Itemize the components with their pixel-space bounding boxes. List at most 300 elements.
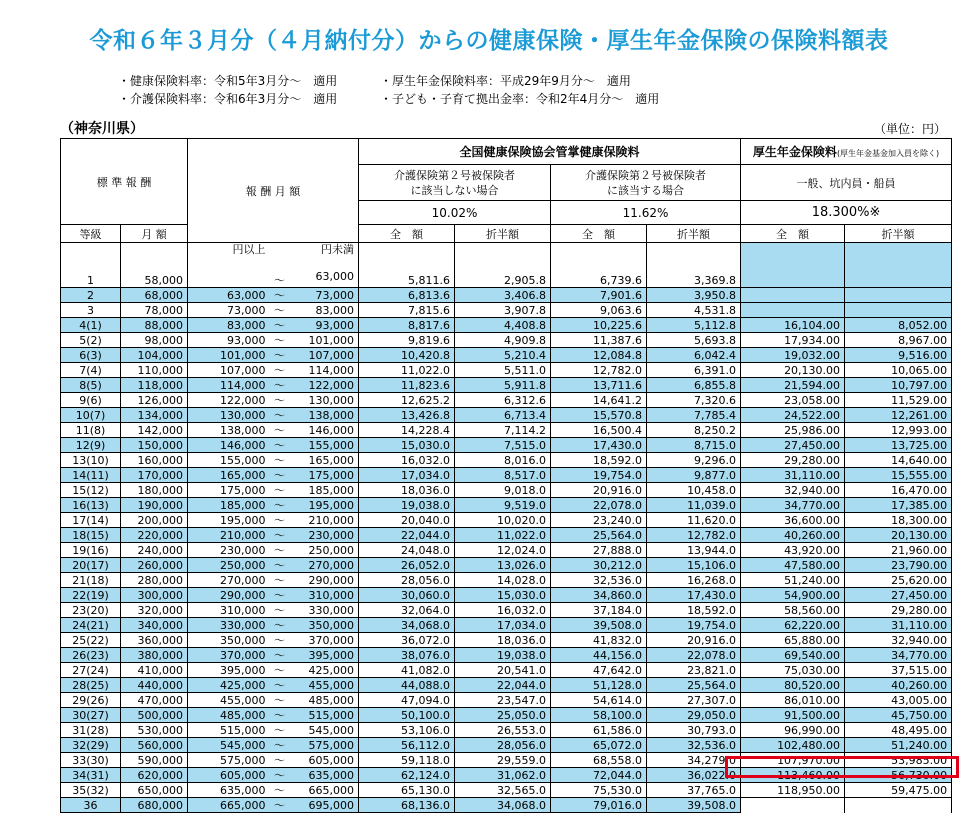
cell-range-tilde: ～ bbox=[270, 738, 290, 753]
cell-full-care: 12,084.8 bbox=[551, 348, 647, 363]
cell-range-tilde: ～ bbox=[270, 633, 290, 648]
cell-half-no-care: 4,909.8 bbox=[455, 333, 551, 348]
cell-half-care: 6,391.0 bbox=[647, 363, 741, 378]
cell-full-care: 11,387.6 bbox=[551, 333, 647, 348]
cell-half-pension: 13,725.00 bbox=[845, 438, 952, 453]
cell-half-pension: 10,065.00 bbox=[845, 363, 952, 378]
cell-range-tilde: ～ bbox=[270, 798, 290, 813]
cell-half-care: 8,250.2 bbox=[647, 423, 741, 438]
cell-grade: 33(30) bbox=[61, 753, 121, 768]
cell-half-no-care: 16,032.0 bbox=[455, 603, 551, 618]
cell-full-care: 34,860.0 bbox=[551, 588, 647, 603]
cell-range-high-value: 63,000 bbox=[315, 270, 355, 283]
cell-half-pension: 27,450.00 bbox=[845, 588, 952, 603]
cell-monthly: 110,000 bbox=[121, 363, 188, 378]
cell-half-care: 32,536.0 bbox=[647, 738, 741, 753]
table-row bbox=[61, 618, 952, 633]
cell-range-high: 545,000 bbox=[290, 723, 359, 738]
table-row bbox=[61, 513, 952, 528]
cell-full-care: 65,072.0 bbox=[551, 738, 647, 753]
cell-full-care: 22,078.0 bbox=[551, 498, 647, 513]
cell-monthly: 260,000 bbox=[121, 558, 188, 573]
cell-full-care: 6,739.6 bbox=[551, 243, 647, 288]
table-row bbox=[61, 453, 952, 468]
cell-half-no-care: 28,056.0 bbox=[455, 738, 551, 753]
premium-table-wrapper bbox=[60, 138, 951, 813]
cell-range-tilde: ～ bbox=[270, 603, 290, 618]
cell-range-tilde: ～ bbox=[270, 408, 290, 423]
cell-grade: 31(28) bbox=[61, 723, 121, 738]
cell-half-no-care: 9,519.0 bbox=[455, 498, 551, 513]
note-child-rate: ・子ども・子育て拠出金率：令和2年4月分～ 適用 bbox=[380, 92, 660, 106]
cell-half-pension: 48,495.00 bbox=[845, 723, 952, 738]
cell-full-pension: 21,594.00 bbox=[741, 378, 845, 393]
cell-half-care: 12,782.0 bbox=[647, 528, 741, 543]
cell-full-pension: 58,560.00 bbox=[741, 603, 845, 618]
cell-full-care: 25,564.0 bbox=[551, 528, 647, 543]
header-pension-title: 厚生年金保険料 bbox=[752, 145, 837, 159]
cell-range-high: 155,000 bbox=[290, 438, 359, 453]
cell-full-pension: 54,900.00 bbox=[741, 588, 845, 603]
note-care-rate: ・介護保険料率：令和6年3月分～ 適用 bbox=[118, 92, 338, 106]
cell-half-no-care: 18,036.0 bbox=[455, 633, 551, 648]
cell-half-care: 11,620.0 bbox=[647, 513, 741, 528]
cell-range-high: 485,000 bbox=[290, 693, 359, 708]
cell-range-tilde: ～ bbox=[270, 393, 290, 408]
cell-full-no-care: 30,060.0 bbox=[359, 588, 455, 603]
cell-grade: 12(9) bbox=[61, 438, 121, 453]
cell-grade: 18(15) bbox=[61, 528, 121, 543]
cell-range-high: 455,000 bbox=[290, 678, 359, 693]
cell-half-pension bbox=[845, 243, 952, 288]
cell-full-no-care: 22,044.0 bbox=[359, 528, 455, 543]
cell-half-care: 9,296.0 bbox=[647, 453, 741, 468]
cell-grade: 10(7) bbox=[61, 408, 121, 423]
header-full-pension: 全 額 bbox=[741, 225, 845, 243]
cell-full-no-care: 41,082.0 bbox=[359, 663, 455, 678]
table-row bbox=[61, 483, 952, 498]
cell-range-high: 138,000 bbox=[290, 408, 359, 423]
unit-label: （単位：円） bbox=[873, 122, 946, 136]
header-full-no-care: 全 額 bbox=[359, 225, 455, 243]
cell-range-low: 114,000 bbox=[188, 378, 270, 393]
cell-full-care: 19,754.0 bbox=[551, 468, 647, 483]
cell-half-pension: 9,516.00 bbox=[845, 348, 952, 363]
cell-range-low: 605,000 bbox=[188, 768, 270, 783]
table-row bbox=[61, 648, 952, 663]
header-care-not-applicable: 介護保険第２号被保険者 に該当しない場合 bbox=[359, 165, 551, 201]
cell-range-low: 665,000 bbox=[188, 798, 270, 813]
cell-monthly: 58,000 bbox=[121, 243, 188, 288]
cell-half-care: 18,592.0 bbox=[647, 603, 741, 618]
cell-monthly: 530,000 bbox=[121, 723, 188, 738]
cell-grade: 27(24) bbox=[61, 663, 121, 678]
cell-half-pension: 14,640.00 bbox=[845, 453, 952, 468]
cell-half-pension: 59,475.00 bbox=[845, 783, 952, 798]
cell-full-pension: 107,970.00 bbox=[741, 753, 845, 768]
cell-full-no-care: 7,815.6 bbox=[359, 303, 455, 318]
cell-full-no-care: 14,228.4 bbox=[359, 423, 455, 438]
cell-half-pension: 21,960.00 bbox=[845, 543, 952, 558]
cell-full-no-care: 12,625.2 bbox=[359, 393, 455, 408]
cell-half-care: 11,039.0 bbox=[647, 498, 741, 513]
cell-half-pension bbox=[845, 303, 952, 318]
cell-half-care: 17,430.0 bbox=[647, 588, 741, 603]
table-row bbox=[61, 528, 952, 543]
cell-range-low: 485,000 bbox=[188, 708, 270, 723]
table-row bbox=[61, 438, 952, 453]
cell-full-no-care: 26,052.0 bbox=[359, 558, 455, 573]
cell-range-tilde: ～ bbox=[270, 453, 290, 468]
cell-range-tilde: ～ bbox=[270, 753, 290, 768]
table-row bbox=[61, 723, 952, 738]
cell-full-no-care: 11,823.6 bbox=[359, 378, 455, 393]
cell-half-pension: 37,515.00 bbox=[845, 663, 952, 678]
cell-range-high: 635,000 bbox=[290, 768, 359, 783]
cell-monthly: 560,000 bbox=[121, 738, 188, 753]
cell-range-high: 93,000 bbox=[290, 318, 359, 333]
cell-grade: 36 bbox=[61, 798, 121, 813]
cell-monthly: 360,000 bbox=[121, 633, 188, 648]
cell-full-pension: 19,032.00 bbox=[741, 348, 845, 363]
cell-half-care: 5,112.8 bbox=[647, 318, 741, 333]
cell-half-care: 3,369.8 bbox=[647, 243, 741, 288]
cell-half-care: 16,268.0 bbox=[647, 573, 741, 588]
cell-range-tilde: ～ bbox=[270, 768, 290, 783]
cell-half-pension: 32,940.00 bbox=[845, 633, 952, 648]
cell-full-no-care: 13,426.8 bbox=[359, 408, 455, 423]
cell-full-pension: 34,770.00 bbox=[741, 498, 845, 513]
cell-full-pension: 40,260.00 bbox=[741, 528, 845, 543]
table-row bbox=[61, 288, 952, 303]
cell-half-pension: 12,993.00 bbox=[845, 423, 952, 438]
cell-range-low: 175,000 bbox=[188, 483, 270, 498]
highlight-box bbox=[725, 756, 959, 778]
cell-range-low: 515,000 bbox=[188, 723, 270, 738]
cell-range-high: 695,000 bbox=[290, 798, 359, 813]
table-row bbox=[61, 558, 952, 573]
cell-half-care: 30,793.0 bbox=[647, 723, 741, 738]
cell-range-tilde: ～ bbox=[270, 438, 290, 453]
cell-range-low: 138,000 bbox=[188, 423, 270, 438]
cell-full-care: 14,641.2 bbox=[551, 393, 647, 408]
cell-full-care: 61,586.0 bbox=[551, 723, 647, 738]
cell-half-care: 15,106.0 bbox=[647, 558, 741, 573]
cell-half-pension: 12,261.00 bbox=[845, 408, 952, 423]
cell-range-tilde: ～ bbox=[270, 618, 290, 633]
cell-half-pension: 34,770.00 bbox=[845, 648, 952, 663]
header-monthly: 月 額 bbox=[121, 225, 188, 243]
cell-full-pension bbox=[741, 798, 845, 813]
cell-full-pension: 17,934.00 bbox=[741, 333, 845, 348]
table-row bbox=[61, 423, 952, 438]
cell-full-no-care: 6,813.6 bbox=[359, 288, 455, 303]
cell-half-care: 5,693.8 bbox=[647, 333, 741, 348]
cell-half-care: 22,078.0 bbox=[647, 648, 741, 663]
cell-range-low: 350,000 bbox=[188, 633, 270, 648]
cell-range-tilde: ～ bbox=[270, 513, 290, 528]
cell-full-no-care: 38,076.0 bbox=[359, 648, 455, 663]
cell-half-no-care: 7,515.0 bbox=[455, 438, 551, 453]
cell-half-pension: 8,052.00 bbox=[845, 318, 952, 333]
cell-monthly: 410,000 bbox=[121, 663, 188, 678]
cell-full-care: 75,530.0 bbox=[551, 783, 647, 798]
cell-full-care: 68,558.0 bbox=[551, 753, 647, 768]
cell-range-high: 515,000 bbox=[290, 708, 359, 723]
cell-half-no-care: 15,030.0 bbox=[455, 588, 551, 603]
cell-monthly: 620,000 bbox=[121, 768, 188, 783]
cell-full-pension: 51,240.00 bbox=[741, 573, 845, 588]
cell-monthly: 78,000 bbox=[121, 303, 188, 318]
cell-grade: 1 bbox=[61, 243, 121, 288]
cell-half-no-care: 6,312.6 bbox=[455, 393, 551, 408]
cell-full-no-care: 32,064.0 bbox=[359, 603, 455, 618]
cell-range-tilde: ～ bbox=[270, 243, 290, 288]
cell-full-pension: 118,950.00 bbox=[741, 783, 845, 798]
table-row bbox=[61, 573, 952, 588]
cell-grade: 15(12) bbox=[61, 483, 121, 498]
cell-grade: 11(8) bbox=[61, 423, 121, 438]
table-row bbox=[61, 363, 952, 378]
cell-range-tilde: ～ bbox=[270, 468, 290, 483]
cell-half-pension: 40,260.00 bbox=[845, 678, 952, 693]
header-half-pension: 折半額 bbox=[845, 225, 952, 243]
cell-full-care: 79,016.0 bbox=[551, 798, 647, 813]
cell-monthly: 150,000 bbox=[121, 438, 188, 453]
cell-range-high: 250,000 bbox=[290, 543, 359, 558]
cell-half-no-care: 9,018.0 bbox=[455, 483, 551, 498]
table-row bbox=[61, 378, 952, 393]
cell-grade: 24(21) bbox=[61, 618, 121, 633]
cell-grade: 2 bbox=[61, 288, 121, 303]
table-row bbox=[61, 468, 952, 483]
cell-full-pension: 86,010.00 bbox=[741, 693, 845, 708]
cell-full-pension: 62,220.00 bbox=[741, 618, 845, 633]
table-row bbox=[61, 603, 952, 618]
cell-grade: 21(18) bbox=[61, 573, 121, 588]
cell-full-pension: 36,600.00 bbox=[741, 513, 845, 528]
cell-full-pension: 20,130.00 bbox=[741, 363, 845, 378]
cell-half-no-care: 8,517.0 bbox=[455, 468, 551, 483]
cell-range-tilde: ～ bbox=[270, 378, 290, 393]
header-half-care: 折半額 bbox=[647, 225, 741, 243]
cell-range-high: 210,000 bbox=[290, 513, 359, 528]
cell-half-pension: 11,529.00 bbox=[845, 393, 952, 408]
cell-half-no-care: 23,547.0 bbox=[455, 693, 551, 708]
cell-range-low: 210,000 bbox=[188, 528, 270, 543]
cell-range-low: 83,000 bbox=[188, 318, 270, 333]
cell-full-care: 41,832.0 bbox=[551, 633, 647, 648]
cell-range-tilde: ～ bbox=[270, 483, 290, 498]
note-row bbox=[118, 90, 659, 108]
cell-half-care: 29,050.0 bbox=[647, 708, 741, 723]
cell-full-no-care: 10,420.8 bbox=[359, 348, 455, 363]
cell-half-pension: 10,797.00 bbox=[845, 378, 952, 393]
cell-half-pension bbox=[845, 288, 952, 303]
cell-range-tilde: ～ bbox=[270, 588, 290, 603]
cell-monthly: 118,000 bbox=[121, 378, 188, 393]
cell-full-pension: 69,540.00 bbox=[741, 648, 845, 663]
cell-range-low: 73,000 bbox=[188, 303, 270, 318]
cell-half-no-care: 22,044.0 bbox=[455, 678, 551, 693]
cell-range-tilde: ～ bbox=[270, 648, 290, 663]
cell-range-tilde: ～ bbox=[270, 573, 290, 588]
cell-half-no-care: 5,911.8 bbox=[455, 378, 551, 393]
cell-half-no-care: 5,210.4 bbox=[455, 348, 551, 363]
table-row bbox=[61, 243, 952, 288]
note-health-rate: ・健康保険料率：令和5年3月分～ 適用 bbox=[118, 74, 338, 88]
cell-half-pension: 31,110.00 bbox=[845, 618, 952, 633]
cell-half-no-care: 5,511.0 bbox=[455, 363, 551, 378]
cell-half-pension: 15,555.00 bbox=[845, 468, 952, 483]
cell-full-care: 12,782.0 bbox=[551, 363, 647, 378]
cell-half-pension: 29,280.00 bbox=[845, 603, 952, 618]
cell-full-care: 39,508.0 bbox=[551, 618, 647, 633]
cell-range-low: 155,000 bbox=[188, 453, 270, 468]
cell-grade: 17(14) bbox=[61, 513, 121, 528]
cell-half-care: 4,531.8 bbox=[647, 303, 741, 318]
cell-half-care: 13,944.0 bbox=[647, 543, 741, 558]
cell-range-high: 101,000 bbox=[290, 333, 359, 348]
header-standard-remuneration: 標 準 報 酬 bbox=[61, 139, 188, 225]
table-row bbox=[61, 318, 952, 333]
cell-range-high: 330,000 bbox=[290, 603, 359, 618]
cell-monthly: 470,000 bbox=[121, 693, 188, 708]
label-yen-under: 円未満 bbox=[321, 243, 355, 256]
cell-half-care: 23,821.0 bbox=[647, 663, 741, 678]
cell-grade: 35(32) bbox=[61, 783, 121, 798]
cell-half-no-care: 7,114.2 bbox=[455, 423, 551, 438]
cell-monthly: 340,000 bbox=[121, 618, 188, 633]
cell-full-no-care: 62,124.0 bbox=[359, 768, 455, 783]
cell-half-pension: 18,300.00 bbox=[845, 513, 952, 528]
cell-range-low: 310,000 bbox=[188, 603, 270, 618]
cell-half-pension bbox=[845, 798, 952, 813]
cell-monthly: 320,000 bbox=[121, 603, 188, 618]
cell-range-low: 230,000 bbox=[188, 543, 270, 558]
cell-half-no-care: 34,068.0 bbox=[455, 798, 551, 813]
cell-full-no-care: 18,036.0 bbox=[359, 483, 455, 498]
cell-range-high: 185,000 bbox=[290, 483, 359, 498]
label-yen-over: 円以上 bbox=[232, 243, 266, 256]
cell-full-no-care: 44,088.0 bbox=[359, 678, 455, 693]
cell-grade: 29(26) bbox=[61, 693, 121, 708]
cell-grade: 5(2) bbox=[61, 333, 121, 348]
cell-monthly: 142,000 bbox=[121, 423, 188, 438]
cell-half-care: 27,307.0 bbox=[647, 693, 741, 708]
cell-full-care: 32,536.0 bbox=[551, 573, 647, 588]
cell-range-low: 122,000 bbox=[188, 393, 270, 408]
cell-range-low: 63,000 bbox=[188, 288, 270, 303]
table-row bbox=[61, 663, 952, 678]
cell-range-low: 101,000 bbox=[188, 348, 270, 363]
cell-range-high: 130,000 bbox=[290, 393, 359, 408]
note-pension-rate: ・厚生年金保険料率：平成29年9月分～ 適用 bbox=[380, 74, 631, 88]
cell-range-high: 114,000 bbox=[290, 363, 359, 378]
cell-full-care: 44,156.0 bbox=[551, 648, 647, 663]
header-full-care: 全 額 bbox=[551, 225, 647, 243]
cell-range-tilde: ～ bbox=[270, 558, 290, 573]
cell-half-no-care: 8,016.0 bbox=[455, 453, 551, 468]
cell-monthly: 220,000 bbox=[121, 528, 188, 543]
cell-full-pension: 113,460.00 bbox=[741, 768, 845, 783]
cell-full-no-care: 17,034.0 bbox=[359, 468, 455, 483]
cell-full-pension: 32,940.00 bbox=[741, 483, 845, 498]
cell-half-care: 6,855.8 bbox=[647, 378, 741, 393]
cell-half-pension: 8,967.00 bbox=[845, 333, 952, 348]
cell-range-low: 330,000 bbox=[188, 618, 270, 633]
cell-half-care: 8,715.0 bbox=[647, 438, 741, 453]
prefecture-label: （神奈川県） bbox=[60, 121, 144, 137]
cell-range-high: 270,000 bbox=[290, 558, 359, 573]
cell-full-pension: 65,880.00 bbox=[741, 633, 845, 648]
cell-full-no-care: 9,819.6 bbox=[359, 333, 455, 348]
cell-grade: 6(3) bbox=[61, 348, 121, 363]
cell-grade: 4(1) bbox=[61, 318, 121, 333]
cell-grade: 16(13) bbox=[61, 498, 121, 513]
cell-grade: 7(4) bbox=[61, 363, 121, 378]
cell-range-high: 195,000 bbox=[290, 498, 359, 513]
cell-range-high: 107,000 bbox=[290, 348, 359, 363]
cell-full-care: 58,100.0 bbox=[551, 708, 647, 723]
cell-full-no-care: 28,056.0 bbox=[359, 573, 455, 588]
table-row bbox=[61, 798, 952, 813]
cell-range-high: 175,000 bbox=[290, 468, 359, 483]
cell-range-low: 545,000 bbox=[188, 738, 270, 753]
table-row bbox=[61, 498, 952, 513]
cell-full-care: 10,225.6 bbox=[551, 318, 647, 333]
cell-full-care: 72,044.0 bbox=[551, 768, 647, 783]
cell-half-care: 19,754.0 bbox=[647, 618, 741, 633]
cell-range-low: 130,000 bbox=[188, 408, 270, 423]
cell-half-pension: 56,730.00 bbox=[845, 768, 952, 783]
cell-full-care: 37,184.0 bbox=[551, 603, 647, 618]
table-row bbox=[61, 678, 952, 693]
cell-monthly: 200,000 bbox=[121, 513, 188, 528]
table-row bbox=[61, 333, 952, 348]
cell-half-no-care: 2,905.8 bbox=[455, 243, 551, 288]
rate-notes bbox=[118, 72, 659, 108]
cell-range-high: 665,000 bbox=[290, 783, 359, 798]
cell-range-high: 290,000 bbox=[290, 573, 359, 588]
cell-full-care: 47,642.0 bbox=[551, 663, 647, 678]
table-row bbox=[61, 783, 952, 798]
cell-half-no-care: 6,713.4 bbox=[455, 408, 551, 423]
header-pension bbox=[741, 139, 952, 165]
cell-monthly: 126,000 bbox=[121, 393, 188, 408]
header-rate-pension: 18.300%※ bbox=[741, 201, 952, 225]
cell-monthly: 500,000 bbox=[121, 708, 188, 723]
cell-monthly: 88,000 bbox=[121, 318, 188, 333]
header-remuneration-monthly: 報 酬 月 額 bbox=[188, 139, 359, 243]
cell-half-pension: 17,385.00 bbox=[845, 498, 952, 513]
cell-monthly: 104,000 bbox=[121, 348, 188, 363]
cell-monthly: 190,000 bbox=[121, 498, 188, 513]
cell-half-care: 10,458.0 bbox=[647, 483, 741, 498]
cell-range-low: 146,000 bbox=[188, 438, 270, 453]
cell-half-no-care: 12,024.0 bbox=[455, 543, 551, 558]
header-grade: 等級 bbox=[61, 225, 121, 243]
cell-grade: 25(22) bbox=[61, 633, 121, 648]
cell-range-low: 250,000 bbox=[188, 558, 270, 573]
cell-half-care: 20,916.0 bbox=[647, 633, 741, 648]
cell-monthly: 680,000 bbox=[121, 798, 188, 813]
cell-full-pension: 80,520.00 bbox=[741, 678, 845, 693]
cell-range-low: 107,000 bbox=[188, 363, 270, 378]
cell-half-no-care: 29,559.0 bbox=[455, 753, 551, 768]
cell-grade: 19(16) bbox=[61, 543, 121, 558]
cell-range-low: 455,000 bbox=[188, 693, 270, 708]
